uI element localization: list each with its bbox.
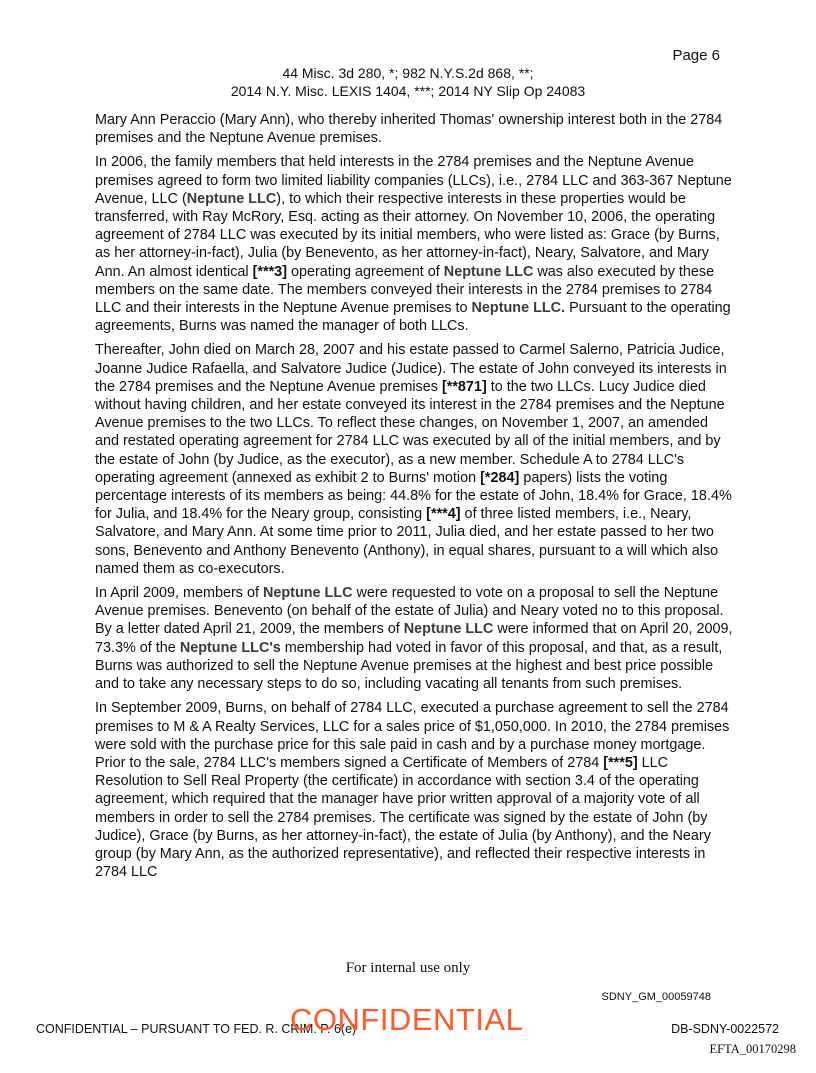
bates-number-gm: SDNY_GM_00059748 — [601, 991, 711, 1003]
internal-use-footer: For internal use only — [345, 960, 471, 976]
citation-line-1: 44 Misc. 3d 280, *; 982 N.Y.S.2d 868, **; — [282, 65, 534, 81]
star-page-marker: [***3] — [252, 263, 287, 280]
efta-number: EFTA_00170298 — [709, 1042, 796, 1056]
star-page-marker: [***4] — [426, 506, 461, 523]
text-run: ), to which their respective interests in these properties would be transferred, with Ray McRory, Esq. acting as their attorney. On November 10, 2006, the operating agreement of 2784 LLC was executed by its initial members, who were listed as: Grace (by Burns, as her attorney-in-fact), Julia (by Benevento, as her attorney-in-fact), Neary, Salvatore, and Mary Ann. An almost identical — [95, 190, 720, 280]
neptune-llc-link[interactable]: Neptune LLC — [186, 190, 277, 207]
paragraph-2 — [95, 153, 735, 335]
neptune-llc-link[interactable]: Neptune LLC — [443, 263, 534, 280]
neptune-llc-link[interactable]: Neptune LLC — [262, 585, 353, 602]
text-run: LLC Resolution to Sell Real Property (the certificate) in accordance with section 3.4 of the operating agreement, which required that the manager have prior written approval of a majority vote of all members in order to sell the 2784 premises. The certificate was signed by the estate of John (by Judice), Grace (by Burns, as her attorney-in-fact), the estate of Julia (by Anthony), and the Neary group (by Mary Ann, as the authorized representative), and reflected their respective interests in 2784 LLC — [95, 754, 711, 881]
text-run: was also executed by these members on the same date. The members conveyed their interests in the 2784 premises to 2784 LLC and their interests in the Neptune Avenue premises to — [95, 263, 715, 317]
bates-number-db: DB-SDNY-0022572 — [671, 1022, 779, 1036]
text-run: were informed that on April 20, 2009, 73.3% of the — [95, 621, 733, 656]
text-run: were requested to vote on a proposal to sell the Neptune Avenue premises. Benevento (on behalf of the estate of Julia) and Neary voted no to this proposal. By a letter dated April 21, 2009, the members of — [95, 585, 724, 638]
text-run: In April 2009, members of — [95, 585, 263, 602]
text-run: Pursuant to the operating agreements, Burns was named the manager of both LLCs. — [95, 300, 731, 335]
text-run: In September 2009, Burns, on behalf of 2784 LLC, executed a purchase agreement to sell the 2784 premises to M & A Realty Services, LLC for a sales price of $1,050,000. In 2010, the 2784 premises were sold with the purchase price for this sale paid in cash and by a purchase money mortgage. Prior to the sale, 2784 LLC's members signed a Certificate of Members of 2784 — [95, 700, 730, 771]
paragraph-1: Mary Ann Peraccio (Mary Ann), who thereby inherited Thomas' ownership interest both in the 2784 premises and the Neptune Avenue premises. — [95, 112, 723, 147]
citation-line-2: 2014 N.Y. Misc. LEXIS 1404, ***; 2014 NY Slip Op 24083 — [230, 83, 586, 99]
page-number: Page 6 — [672, 47, 720, 64]
star-page-marker: [***5] — [603, 754, 638, 771]
text-run: membership had voted in favor of this proposal, and that, as a result, Burns was authorized to sell the Neptune Avenue premises at the highest and best price possible and to take any necessary steps to do so, including vacating all tenants from such premises. — [95, 639, 723, 693]
opinion-body — [95, 111, 735, 887]
paragraph-5 — [95, 699, 735, 881]
text-run: operating agreement of — [286, 263, 444, 280]
neptune-llc-link[interactable]: Neptune LLC — [403, 621, 494, 638]
neptune-llc-link[interactable]: Neptune LLC's — [179, 639, 281, 656]
paragraph-4 — [95, 584, 735, 693]
confidential-notice: CONFIDENTIAL – PURSUANT TO FED. R. CRIM. P. 6(e) — [36, 1022, 357, 1036]
neptune-llc-link[interactable]: Neptune LLC. — [471, 300, 566, 317]
text-run: to the two LLCs. Lucy Judice died without having children, and her estate conveyed its interest in the 2784 premises and the Neptune Avenue premises to the two LLCs. To reflect these changes, on November 1, 2007, an amended and restated operating agreement for 2784 LLC was executed by all of the initial members, and by the estate of John (by Judice, as the executor), as a new member. Schedule A to 2784 LLC's operating agreement (annexed as exhibit 2 to Burns' motion — [95, 378, 725, 486]
confidential-stamp: CONFIDENTIAL — [290, 1002, 524, 1037]
star-page-marker: [**871] — [441, 378, 487, 395]
text-run: of three listed members, i.e., Neary, Salvatore, and Mary Ann. At some time prior to 2011, Julia died, and her estate passed to her two sons, Benevento and Anthony Benevento (Anthony), in equal shares, pursuant to a will which also named them as co-executors. — [95, 506, 719, 577]
text-run: Thereafter, John died on March 28, 2007 and his estate passed to Carmel Salerno, Patricia Judice, Joanne Judice Rafaella, and Salvatore Judice (Judice). The estate of John conveyed its interests in the 2784 premises and the Neptune Avenue premises — [95, 342, 727, 395]
text-run: In 2006, the family members that held interests in the 2784 premises and the Neptune Avenue premises agreed to form two limited liability companies (LLCs), i.e., 2784 LLC and 363-367 Neptune Avenue, LLC ( — [95, 154, 732, 207]
text-run: papers) lists the voting percentage interests of its members as being: 44.8% for the estate of John, 18.4% for Grace, 18.4% for Julia, and 18.4% for the Neary group, consisting — [95, 469, 732, 523]
star-page-marker: [*284] — [480, 469, 520, 486]
paragraph-3 — [95, 341, 735, 578]
